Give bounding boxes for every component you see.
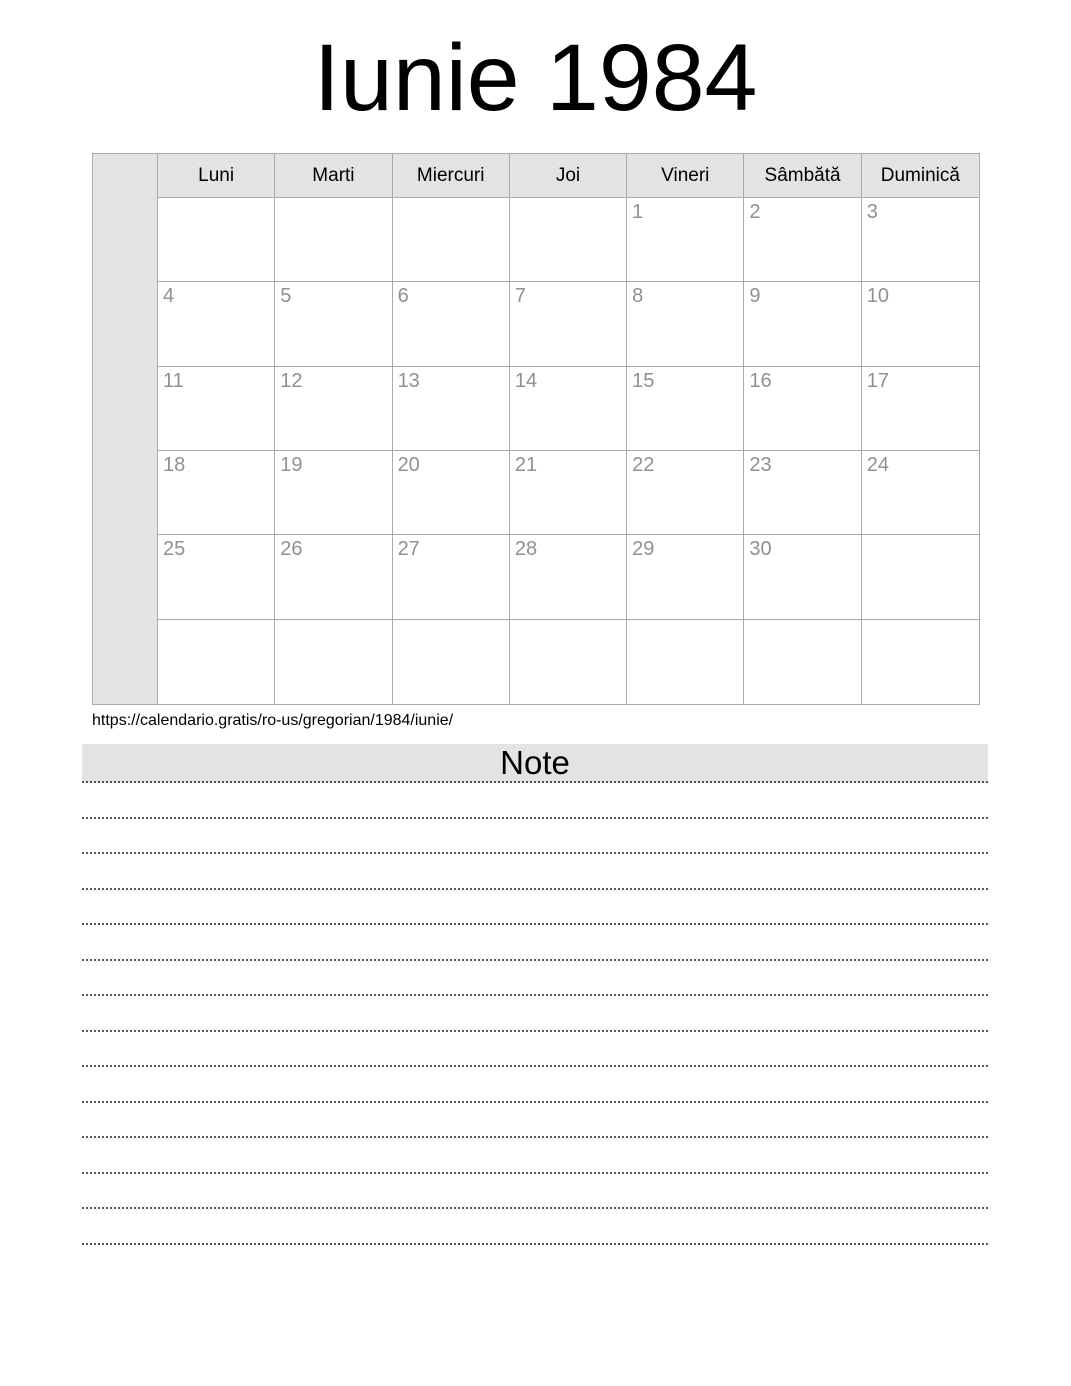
date-cell: 17 bbox=[862, 367, 979, 451]
date-cell bbox=[275, 620, 392, 704]
date-cell: 21 bbox=[510, 451, 627, 535]
note-line bbox=[82, 1209, 988, 1245]
note-line bbox=[82, 819, 988, 855]
date-cell: 9 bbox=[744, 282, 861, 366]
date-cell: 23 bbox=[744, 451, 861, 535]
calendar-grid bbox=[158, 154, 979, 704]
date-cell bbox=[862, 620, 979, 704]
calendar-left-gutter bbox=[93, 154, 158, 704]
notes-header: Note bbox=[82, 744, 988, 783]
note-line bbox=[82, 1174, 988, 1210]
date-cell: 18 bbox=[158, 451, 275, 535]
date-cell: 1 bbox=[627, 198, 744, 282]
note-line bbox=[82, 1067, 988, 1103]
date-cell bbox=[393, 620, 510, 704]
page-title: Iunie 1984 bbox=[313, 25, 758, 131]
day-header-miercuri: Miercuri bbox=[393, 154, 510, 198]
day-header-marti: Marti bbox=[275, 154, 392, 198]
date-cell: 25 bbox=[158, 535, 275, 619]
date-cell: 20 bbox=[393, 451, 510, 535]
day-header-sambata: Sâmbătă bbox=[744, 154, 861, 198]
date-cell bbox=[158, 198, 275, 282]
date-cell: 12 bbox=[275, 367, 392, 451]
note-line bbox=[82, 925, 988, 961]
date-cell: 27 bbox=[393, 535, 510, 619]
date-cell: 29 bbox=[627, 535, 744, 619]
date-cell: 24 bbox=[862, 451, 979, 535]
notes-section bbox=[82, 744, 988, 1245]
note-line bbox=[82, 961, 988, 997]
date-cell: 28 bbox=[510, 535, 627, 619]
date-cell: 3 bbox=[862, 198, 979, 282]
day-header-luni: Luni bbox=[158, 154, 275, 198]
date-cell: 26 bbox=[275, 535, 392, 619]
date-cell: 30 bbox=[744, 535, 861, 619]
date-cell bbox=[158, 620, 275, 704]
note-line bbox=[82, 996, 988, 1032]
note-line bbox=[82, 1032, 988, 1068]
date-cell: 11 bbox=[158, 367, 275, 451]
date-cell: 4 bbox=[158, 282, 275, 366]
date-cell: 13 bbox=[393, 367, 510, 451]
date-cell: 6 bbox=[393, 282, 510, 366]
date-cell bbox=[744, 620, 861, 704]
date-cell bbox=[510, 198, 627, 282]
date-cell: 22 bbox=[627, 451, 744, 535]
date-cell bbox=[510, 620, 627, 704]
date-cell: 8 bbox=[627, 282, 744, 366]
note-line bbox=[82, 854, 988, 890]
date-cell: 15 bbox=[627, 367, 744, 451]
date-cell: 2 bbox=[744, 198, 861, 282]
day-header-joi: Joi bbox=[510, 154, 627, 198]
date-cell: 19 bbox=[275, 451, 392, 535]
date-cell bbox=[393, 198, 510, 282]
date-cell bbox=[627, 620, 744, 704]
note-line bbox=[82, 1138, 988, 1174]
date-cell bbox=[275, 198, 392, 282]
date-cell: 7 bbox=[510, 282, 627, 366]
note-line bbox=[82, 783, 988, 819]
date-cell bbox=[862, 535, 979, 619]
note-line bbox=[82, 890, 988, 926]
note-line bbox=[82, 1103, 988, 1139]
calendar-table bbox=[92, 153, 980, 705]
day-header-vineri: Vineri bbox=[627, 154, 744, 198]
date-cell: 16 bbox=[744, 367, 861, 451]
date-cell: 14 bbox=[510, 367, 627, 451]
day-header-duminica: Duminică bbox=[862, 154, 979, 198]
notes-lines bbox=[82, 783, 988, 1245]
date-cell: 5 bbox=[275, 282, 392, 366]
date-cell: 10 bbox=[862, 282, 979, 366]
source-url: https://calendario.gratis/ro-us/gregorian/1984/iunie/ bbox=[92, 712, 454, 729]
